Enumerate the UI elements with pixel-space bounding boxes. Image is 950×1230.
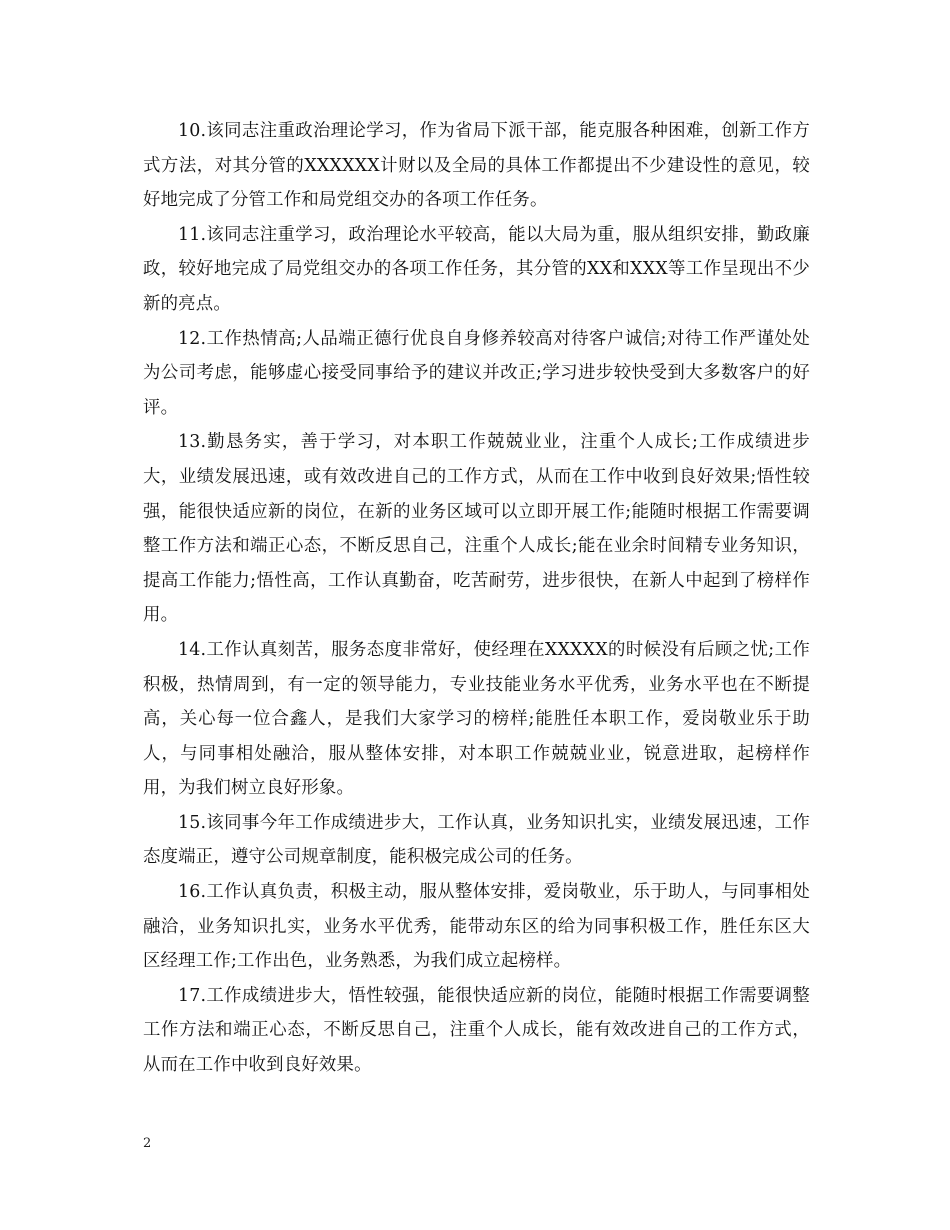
paragraph-15: 15.该同事今年工作成绩进步大，工作认真，业务知识扎实，业绩发展迅速，工作态度端正，遵守公司规章制度，能积极完成公司的任务。	[143, 812, 810, 868]
paragraph-12: 12.工作热情高;人品端正德行优良自身修养较高对待客户诚信;对待工作严谨处处为公司考虑，能够虚心接受同事给予的建议并改正;学习进步较快受到大多数客户的好评。	[143, 328, 810, 418]
paragraph-11: 11.该同志注重学习，政治理论水平较高，能以大局为重，服从组织安排，勤政廉政，较好地完成了局党组交办的各项工作任务，其分管的XX和XXX等工作呈现出不少新的亮点。	[143, 224, 810, 314]
paragraph-16: 16.工作认真负责，积极主动，服从整体安排，爱岗敬业，乐于助人，与同事相处融洽，业务知识扎实，业务水平优秀，能带动东区的给为同事积极工作，胜任东区大区经理工作;工作出色，业务熟悉，为我们成立起榜样。	[143, 882, 810, 972]
paragraph-13: 13.勤恳务实，善于学习，对本职工作兢兢业业，注重个人成长;工作成绩进步大，业绩发展迅速，或有效改进自己的工作方式，从而在工作中收到良好效果;悟性较强，能很快适应新的岗位，在新的业务区域可以立即开展工作;能随时根据工作需要调整工作方法和端正心态，不断反思自己，注重个人成长;能在业余时间精专业务知识，提高工作能力;悟性高，工作认真勤奋，吃苦耐劳，进步很快，在新人中起到了榜样作用。	[143, 432, 810, 626]
paragraph-10: 10.该同志注重政治理论学习，作为省局下派干部，能克服各种困难，创新工作方式方法，对其分管的XXXXXX计财以及全局的具体工作都提出不少建设性的意见，较好地完成了分管工作和局党组交办的各项工作任务。	[143, 121, 810, 211]
page-number: 2	[143, 1136, 152, 1151]
paragraph-17: 17.工作成绩进步大，悟性较强，能很快适应新的岗位，能随时根据工作需要调整工作方法和端正心态，不断反思自己，注重个人成长，能有效改进自己的工作方式，从而在工作中收到良好效果。	[143, 985, 810, 1076]
paragraph-14: 14.工作认真刻苦，服务态度非常好，使经理在XXXXX的时候没有后顾之忧;工作积极，热情周到，有一定的领导能力，专业技能业务水平优秀，业务水平也在不断提高，关心每一位合鑫人，是我们大家学习的榜样;能胜任本职工作，爱岗敬业乐于助人，与同事相处融洽，服从整体安排，对本职工作兢兢业业，锐意进取，起榜样作用，为我们树立良好形象。	[143, 639, 810, 799]
document-body	[143, 114, 810, 1083]
